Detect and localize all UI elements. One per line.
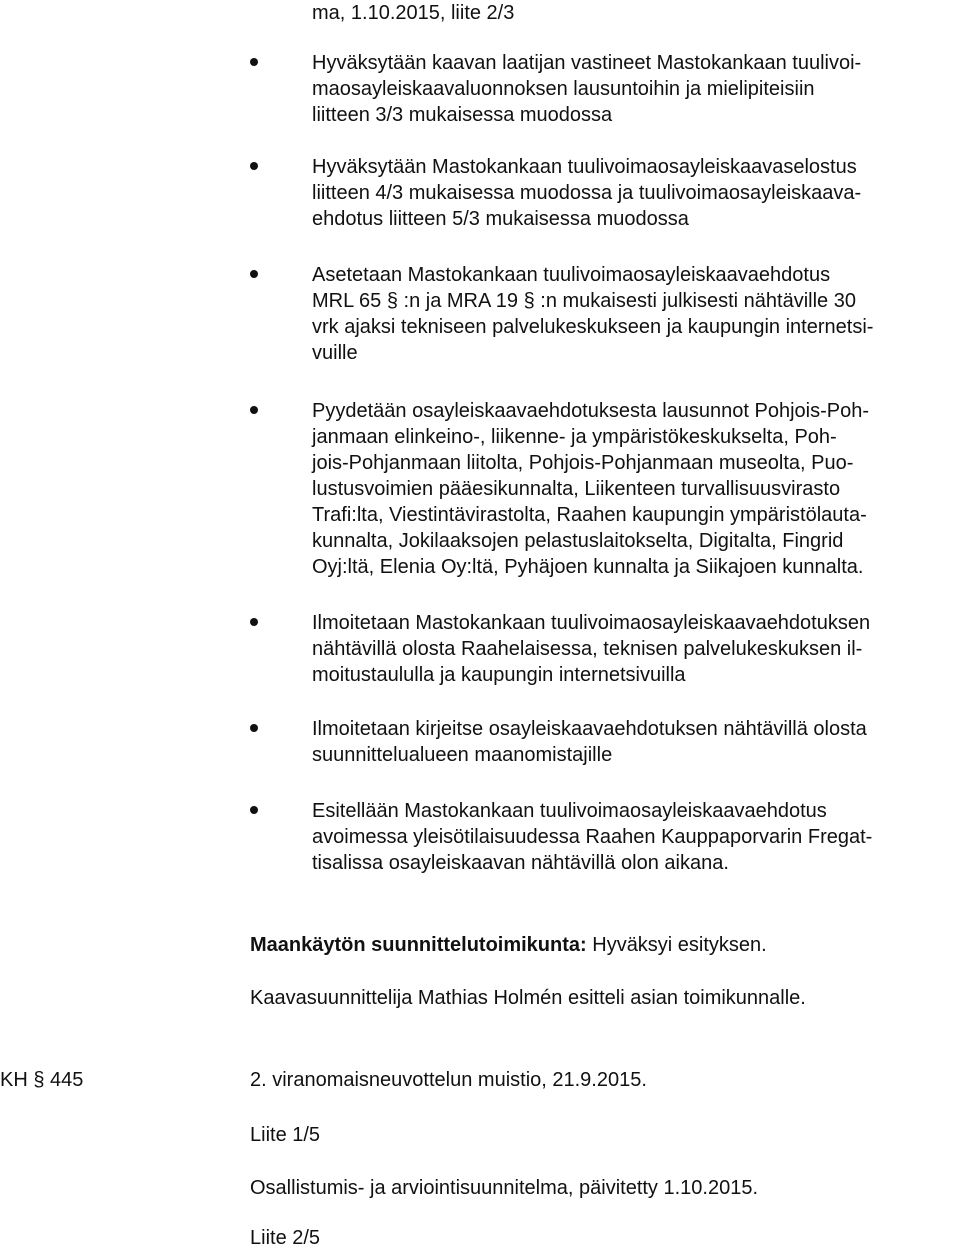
bullet-2 bbox=[250, 162, 258, 170]
bullet-5-line-1: Ilmoitetaan Mastokankaan tuulivoimaosayleiskaavaehdotuksen bbox=[312, 612, 871, 634]
decision-label: Maankäytön suunnittelutoimikunta: bbox=[250, 934, 587, 956]
presenter-paragraph: Kaavasuunnittelija Mathias Holmén esitteli asian toimikunnalle. bbox=[250, 987, 806, 1009]
bullet-7-line-3: tisalissa osayleiskaavan nähtävillä olon aikana. bbox=[312, 852, 729, 874]
bullet-4-line-7: Oyj:ltä, Elenia Oy:ltä, Pyhäjoen kunnalta ja Siikajoen kunnalta. bbox=[312, 556, 864, 578]
osallistumis-paragraph: Osallistumis- ja arviointisuunnitelma, päivitetty 1.10.2015. bbox=[250, 1177, 759, 1199]
bullet-1-line-1: Hyväksytään kaavan laatijan vastineet Mastokankaan tuulivoi- bbox=[312, 52, 862, 74]
bullet-5 bbox=[250, 618, 258, 626]
bullet-4-line-5: Trafi:lta, Viestintävirastolta, Raahen kaupungin ympäristölauta- bbox=[312, 504, 867, 526]
bullet-4-line-3: jois-Pohjanmaan liitolta, Pohjois-Pohjanmaan museolta, Puo- bbox=[312, 452, 854, 474]
bullet-1-line-3: liitteen 3/3 mukaisessa muodossa bbox=[312, 104, 613, 126]
bullet-5-line-2: nähtävillä olosta Raahelaisessa, teknisen palvelukeskuksen il- bbox=[312, 638, 863, 660]
decision-paragraph bbox=[250, 932, 767, 958]
bullet-2-line-1: Hyväksytään Mastokankaan tuulivoimaosayleiskaavaselostus bbox=[312, 156, 857, 178]
bullet-4-line-6: kunnalta, Jokilaaksojen pelastuslaitokselta, Digitalta, Fingrid bbox=[312, 530, 844, 552]
bullet-3-line-3: vrk ajaksi tekniseen palvelukeskukseen ja kaupungin internetsi- bbox=[312, 316, 874, 338]
bullet-7-line-2: avoimessa yleisötilaisuudessa Raahen Kauppaporvarin Fregat- bbox=[312, 826, 873, 848]
bullet-7-line-1: Esitellään Mastokankaan tuulivoimaosayleiskaavaehdotus bbox=[312, 800, 827, 822]
page-header: ma, 1.10.2015, liite 2/3 bbox=[312, 2, 515, 24]
kh-item: 2. viranomaisneuvottelun muistio, 21.9.2015. bbox=[250, 1069, 647, 1091]
bullet-3-line-4: vuille bbox=[312, 342, 358, 364]
kh-label: KH § 445 bbox=[0, 1069, 84, 1091]
bullet-4 bbox=[250, 406, 258, 414]
bullet-1-line-2: maosayleiskaavaluonnoksen lausuntoihin ja mielipiteisiin bbox=[312, 78, 815, 100]
bullet-6-line-2: suunnittelualueen maanomistajille bbox=[312, 744, 613, 766]
liite-2-label: Liite 2/5 bbox=[250, 1227, 321, 1249]
bullet-4-line-2: janmaan elinkeino-, liikenne- ja ympäristökeskukselta, Poh- bbox=[312, 426, 837, 448]
bullet-6-line-1: Ilmoitetaan kirjeitse osayleiskaavaehdotuksen nähtävillä olosta bbox=[312, 718, 867, 740]
bullet-5-line-3: moitustaululla ja kaupungin internetsivuilla bbox=[312, 664, 686, 686]
bullet-2-line-3: ehdotus liitteen 5/3 mukaisessa muodossa bbox=[312, 208, 689, 230]
bullet-3-line-2: MRL 65 § :n ja MRA 19 § :n mukaisesti julkisesti nähtäville 30 bbox=[312, 290, 856, 312]
bullet-1 bbox=[250, 58, 258, 66]
decision-text: Hyväksyi esityksen. bbox=[586, 934, 767, 956]
bullet-3 bbox=[250, 270, 258, 278]
liite-1-label: Liite 1/5 bbox=[250, 1124, 321, 1146]
bullet-4-line-4: lustusvoimien pääesikunnalta, Liikenteen turvallisuusvirasto bbox=[312, 478, 841, 500]
bullet-3-line-1: Asetetaan Mastokankaan tuulivoimaosayleiskaavaehdotus bbox=[312, 264, 831, 286]
bullet-7 bbox=[250, 806, 258, 814]
bullet-2-line-2: liitteen 4/3 mukaisessa muodossa ja tuulivoimaosayleiskaava- bbox=[312, 182, 862, 204]
bullet-4-line-1: Pyydetään osayleiskaavaehdotuksesta lausunnot Pohjois-Poh- bbox=[312, 400, 870, 422]
bullet-6 bbox=[250, 724, 258, 732]
